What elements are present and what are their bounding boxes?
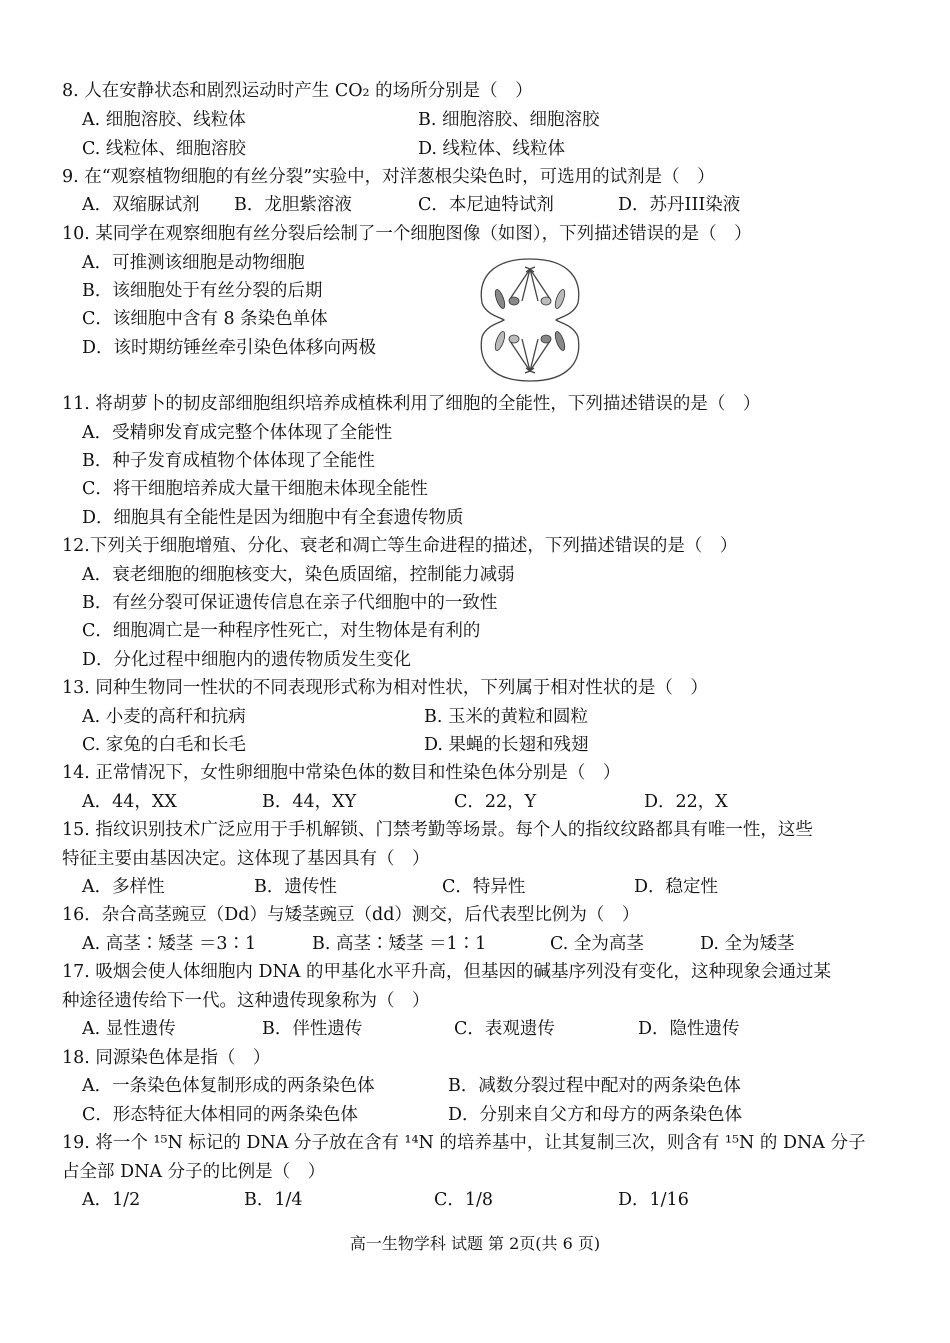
question-16-option-c: C. 全为高茎 [550, 934, 644, 954]
question-13-option-a: A. 小麦的高秆和抗病 [82, 707, 246, 727]
question-12-option-c: C．细胞凋亡是一种程序性死亡，对生物体是有利的 [82, 621, 481, 641]
question-8-option-c: C. 线粒体、细胞溶胶 [82, 139, 246, 159]
question-18-stem: 18. 同源染色体是指（ ） [62, 1048, 271, 1068]
question-16-option-d: D. 全为矮茎 [700, 934, 795, 954]
question-8-option-d: D. 线粒体、线粒体 [418, 139, 566, 159]
question-12-option-b: B．有丝分裂可保证遗传信息在亲子代细胞中的一致性 [82, 593, 498, 613]
question-9-stem: 9. 在“观察植物细胞的有丝分裂”实验中，对洋葱根尖染色时，可选用的试剂是（ ） [62, 167, 715, 187]
question-16-option-a: A. 高茎∶矮茎 ＝3∶1 [82, 934, 257, 954]
question-13-stem: 13. 同种生物同一性状的不同表现形式称为相对性状，下列属于相对性状的是（ ） [62, 678, 708, 698]
question-10-option-a: A．可推测该细胞是动物细胞 [82, 253, 305, 273]
question-18-option-c: C．形态特征大体相同的两条染色体 [82, 1105, 358, 1125]
question-13-option-b: B. 玉米的黄粒和圆粒 [424, 707, 588, 727]
question-8-option-a: A. 细胞溶胶、线粒体 [82, 110, 246, 130]
question-15-option-a: A．多样性 [82, 877, 165, 897]
question-11-option-d: D．细胞具有全能性是因为细胞中有全套遗传物质 [82, 508, 464, 528]
question-16-stem: 16．杂合高茎豌豆（Dd）与矮茎豌豆（dd）测交，后代表型比例为（ ） [62, 905, 640, 925]
question-12-option-d: D．分化过程中细胞内的遗传物质发生变化 [82, 650, 412, 670]
question-9-option-c: C．本尼迪特试剂 [418, 195, 554, 215]
question-10-option-d: D．该时期纺锤丝牵引染色体移向两极 [82, 338, 377, 358]
question-19-stem-continued: 占全部 DNA 分子的比例是（ ） [62, 1162, 326, 1182]
question-18-option-a: A．一条染色体复制形成的两条染色体 [82, 1076, 375, 1096]
question-11-option-c: C．将干细胞培养成大量干细胞未体现全能性 [82, 479, 428, 499]
question-17-option-d: D．隐性遗传 [638, 1019, 740, 1039]
question-19-stem: 19. 将一个 ¹⁵N 标记的 DNA 分子放在含有 ¹⁴N 的培养基中，让其复制三次，则含有 ¹⁵N 的 DNA 分子 [62, 1133, 866, 1153]
question-9-option-b: B．龙胆紫溶液 [234, 195, 352, 215]
question-19-option-b: B．1/4 [244, 1190, 303, 1210]
question-12-option-a: A．衰老细胞的细胞核变大，染色质固缩，控制能力减弱 [82, 565, 515, 585]
question-14-stem: 14. 正常情况下，女性卵细胞中常染色体的数目和性染色体分别是（ ） [62, 763, 621, 783]
question-10-stem: 10. 某同学在观察细胞有丝分裂后绘制了一个细胞图像（如图），下列描述错误的是（ ） [62, 224, 752, 244]
question-18-option-b: B．减数分裂过程中配对的两条染色体 [448, 1076, 741, 1096]
question-17-stem: 17. 吸烟会使人体细胞内 DNA 的甲基化水平升高，但基因的碱基序列没有变化，这种现象会通过某 [62, 962, 831, 982]
question-11-option-a: A．受精卵发育成完整个体体现了全能性 [82, 423, 393, 443]
question-19-option-a: A．1/2 [82, 1190, 141, 1210]
question-10-option-c: C．该细胞中含有 8 条染色单体 [82, 309, 328, 329]
question-10-option-b: B．该细胞处于有丝分裂的后期 [82, 281, 323, 301]
question-14-option-b: B．44，XY [262, 792, 357, 812]
question-8-stem: 8. 人在安静状态和剧烈运动时产生 CO₂ 的场所分别是（ ） [62, 81, 533, 101]
question-15-option-c: C．特异性 [442, 877, 526, 897]
question-15-option-b: B．遗传性 [254, 877, 337, 897]
question-11-stem: 11. 将胡萝卜的韧皮部细胞组织培养成植株利用了细胞的全能性，下列描述错误的是（ ） [62, 394, 761, 414]
question-14-option-d: D．22，X [644, 792, 728, 812]
question-17-option-c: C．表观遗传 [454, 1019, 555, 1039]
question-15-stem-continued: 特征主要由基因决定。这体现了基因具有（ ） [62, 849, 430, 869]
question-13-option-c: C. 家兔的白毛和长毛 [82, 735, 246, 755]
page-footer: 高一生物学科 试题 第 2页(共 6 页) [349, 1234, 601, 1253]
question-13-option-d: D. 果蝇的长翅和残翅 [424, 735, 589, 755]
question-15-stem: 15. 指纹识别技术广泛应用于手机解锁、门禁考勤等场景。每个人的指纹纹路都具有唯一性，这些 [62, 820, 813, 840]
question-14-option-c: C．22，Y [454, 792, 537, 812]
question-11-option-b: B．种子发育成植物个体体现了全能性 [82, 451, 375, 471]
cell-division-figure [470, 255, 590, 385]
question-17-stem-continued: 种途径遗传给下一代。这种遗传现象称为（ ） [62, 991, 430, 1011]
question-9-option-d: D．苏丹III染液 [618, 195, 741, 215]
question-9-option-a: A．双缩脲试剂 [82, 195, 200, 215]
question-18-option-d: D．分别来自父方和母方的两条染色体 [448, 1105, 743, 1125]
question-15-option-d: D．稳定性 [634, 877, 719, 897]
question-8-option-b: B. 细胞溶胶、细胞溶胶 [418, 110, 600, 130]
question-12-stem: 12.下列关于细胞增殖、分化、衰老和凋亡等生命进程的描述，下列描述错误的是（ ） [62, 536, 738, 556]
question-19-option-d: D．1/16 [618, 1190, 689, 1210]
question-16-option-b: B. 高茎∶矮茎 ＝1∶1 [312, 934, 487, 954]
question-17-option-b: B．伴性遗传 [262, 1019, 363, 1039]
question-17-option-a: A. 显性遗传 [82, 1019, 176, 1039]
question-19-option-c: C．1/8 [434, 1190, 494, 1210]
question-14-option-a: A．44，XX [82, 792, 177, 812]
